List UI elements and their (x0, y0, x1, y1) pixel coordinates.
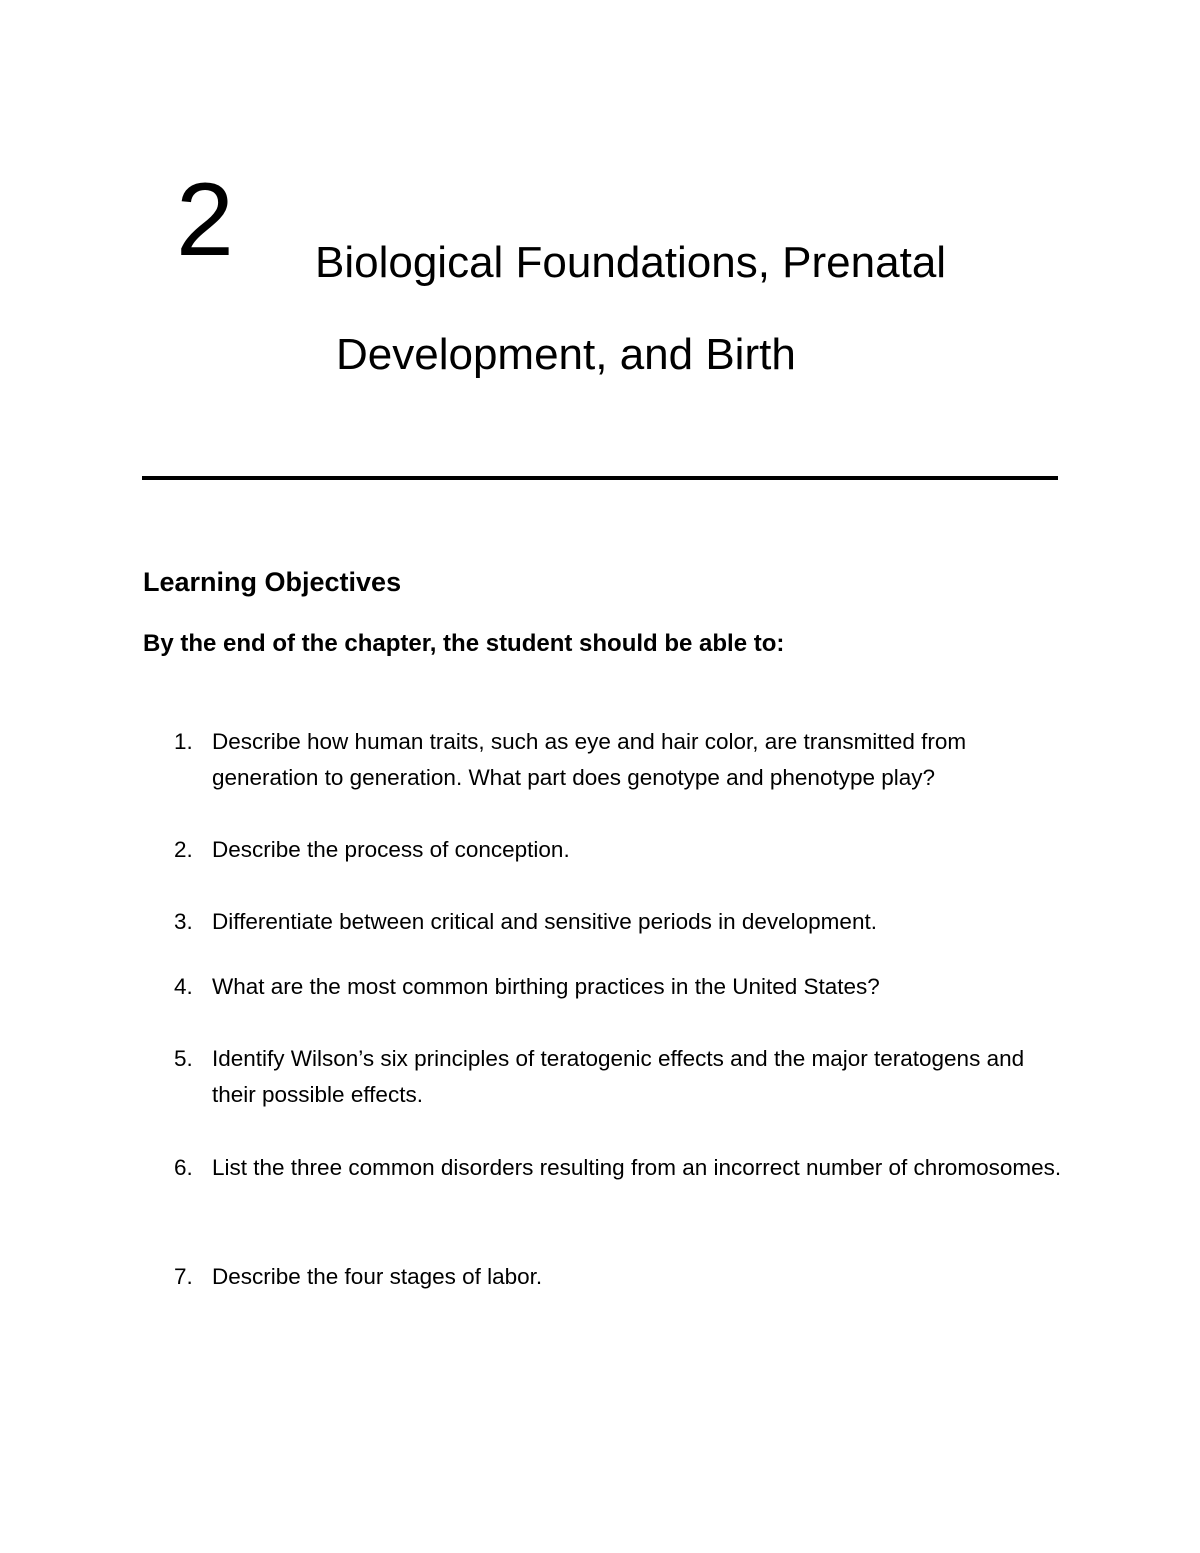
objective-text: Describe the process of conception. (212, 837, 570, 862)
chapter-title-line-1: Biological Foundations, Prenatal (315, 238, 947, 287)
objective-text: List the three common disorders resulting from an incorrect number of chromosomes. (212, 1155, 1062, 1180)
chapter-number: 2 (176, 162, 234, 278)
objective-text: Describe how human traits, such as eye and hair color, are transmitted from generation to generation. What part does genotype and phenotype play? (212, 729, 967, 790)
objective-number: 7. (174, 1264, 193, 1289)
objective-text: Describe the four stages of labor. (212, 1264, 543, 1289)
objective-text: Differentiate between critical and sensitive periods in development. (212, 909, 877, 934)
objective-number: 3. (174, 909, 193, 934)
objective-number: 6. (174, 1155, 193, 1180)
objective-text: What are the most common birthing practices in the United States? (212, 974, 880, 999)
objective-number: 2. (174, 837, 193, 862)
section-intro: By the end of the chapter, the student should be able to: (143, 630, 785, 657)
chapter-title-line-2: Development, and Birth (336, 330, 796, 379)
section-heading: Learning Objectives (143, 567, 402, 597)
objective-text: Identify Wilson’s six principles of teratogenic effects and the major teratogens and their possible effects. (212, 1046, 1025, 1107)
objective-number: 1. (174, 729, 193, 754)
title-divider (142, 476, 1058, 480)
objective-number: 4. (174, 974, 193, 999)
objective-number: 5. (174, 1046, 193, 1071)
